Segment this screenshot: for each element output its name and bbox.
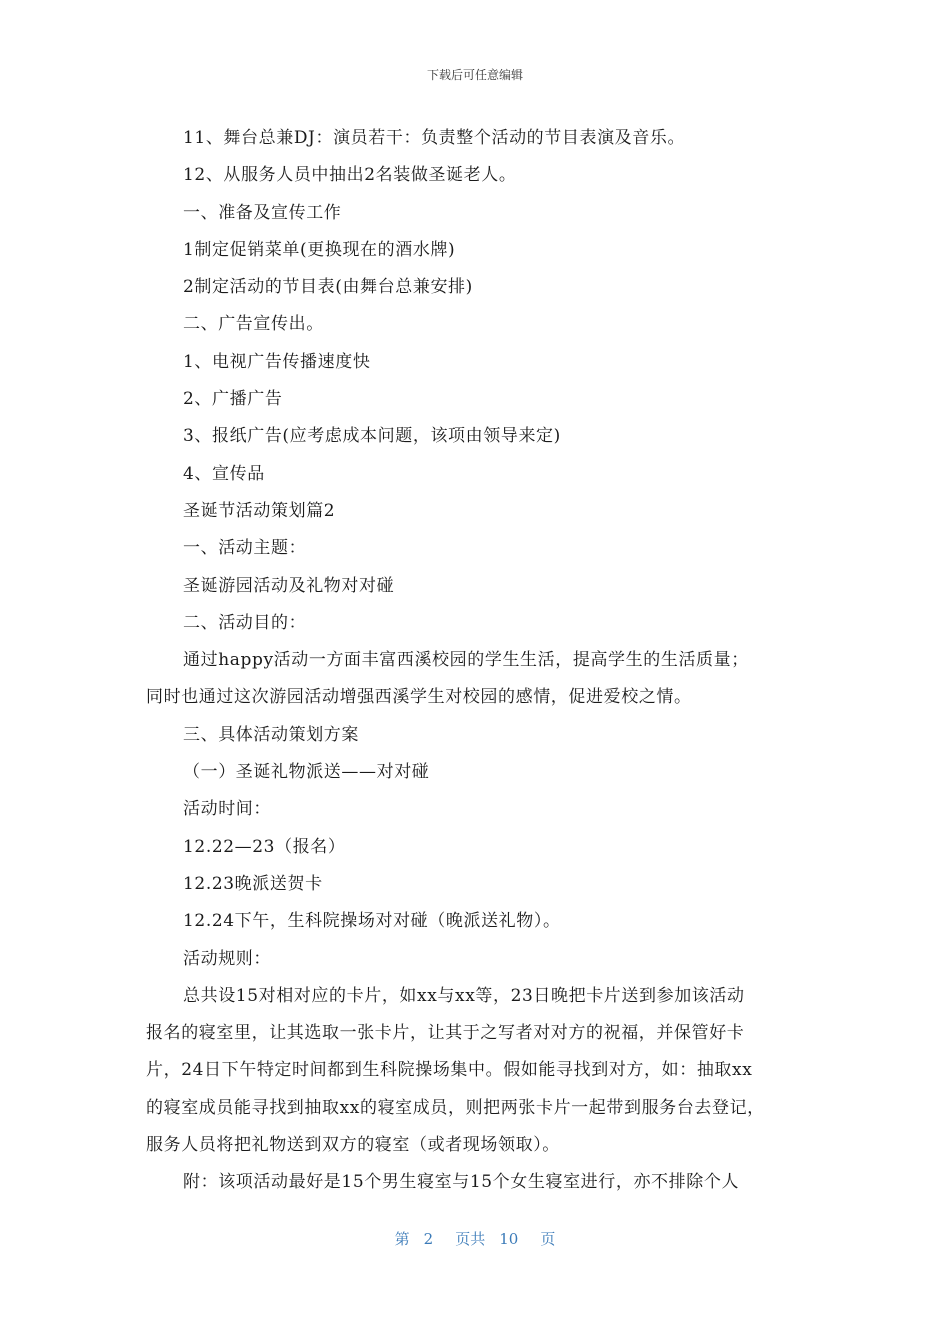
text-line: 同时也通过这次游园活动增强西溪学生对校园的感情，促进爱校之情。	[146, 687, 692, 708]
text-line: 11、舞台总兼DJ：演员若干：负责整个活动的节目表演及音乐。	[183, 128, 686, 148]
text-line: 2、广播广告	[183, 389, 283, 410]
text-line: 12.24下午，生科院操场对对碰（晚派送礼物）。	[183, 911, 561, 932]
page-footer	[0, 1228, 950, 1249]
page-header: 下载后可任意编辑	[426, 68, 523, 82]
text-line: 一、准备及宣传工作	[183, 202, 342, 223]
text-line: 圣诞游园活动及礼物对对碰	[183, 575, 395, 596]
text-line: 报名的寝室里，让其选取一张卡片，让其于之写者对对方的祝福，并保管好卡	[146, 1023, 745, 1044]
footer-middle: 页共	[455, 1230, 486, 1248]
text-line: 2制定活动的节目表(由舞台总兼安排)	[183, 277, 473, 298]
text-line: 3、报纸广告(应考虑成本问题，该项由领导来定)	[183, 426, 561, 447]
document-body	[146, 120, 816, 1202]
text-line: 12.23晚派送贺卡	[183, 873, 323, 894]
text-line: 1制定促销菜单(更换现在的酒水牌)	[183, 239, 456, 260]
text-line: 通过happy活动一方面丰富西溪校园的学生生活，提高学生的生活质量；	[183, 650, 749, 671]
text-line: 圣诞节活动策划篇2	[183, 500, 336, 521]
footer-total-pages: 10	[499, 1230, 519, 1248]
text-line: 二、广告宣传出。	[183, 314, 324, 335]
footer-page-number: 2	[423, 1230, 434, 1248]
text-line: 活动时间：	[183, 799, 271, 820]
text-line: 1、电视广告传播速度快	[183, 351, 371, 372]
footer-prefix: 第	[394, 1230, 410, 1248]
text-line: 总共设15对相对应的卡片，如xx与xx等，23日晚把卡片送到参加该活动	[183, 985, 745, 1006]
text-line: 片，24日下午特定时间都到生科院操场集中。假如能寻找到对方，如：抽取xx	[146, 1060, 753, 1081]
text-line: 三、具体活动策划方案	[183, 724, 359, 745]
text-line: 12.22—23（报名）	[183, 836, 346, 857]
text-line: 4、宣传品	[183, 463, 265, 484]
text-line: 一、活动主题：	[183, 538, 307, 559]
text-line: 活动规则：	[183, 948, 271, 969]
text-line: 12、从服务人员中抽出2名装做圣诞老人。	[183, 165, 517, 186]
text-line: 的寝室成员能寻找到抽取xx的寝室成员，则把两张卡片一起带到服务台去登记，	[146, 1097, 765, 1118]
text-line: （一）圣诞礼物派送——对对碰	[183, 762, 430, 783]
text-line: 附：该项活动最好是15个男生寝室与15个女生寝室进行，亦不排除个人	[183, 1172, 740, 1193]
text-line: 二、活动目的：	[183, 612, 307, 633]
text-line: 服务人员将把礼物送到双方的寝室（或者现场领取）。	[146, 1135, 560, 1156]
footer-suffix: 页	[540, 1230, 556, 1248]
